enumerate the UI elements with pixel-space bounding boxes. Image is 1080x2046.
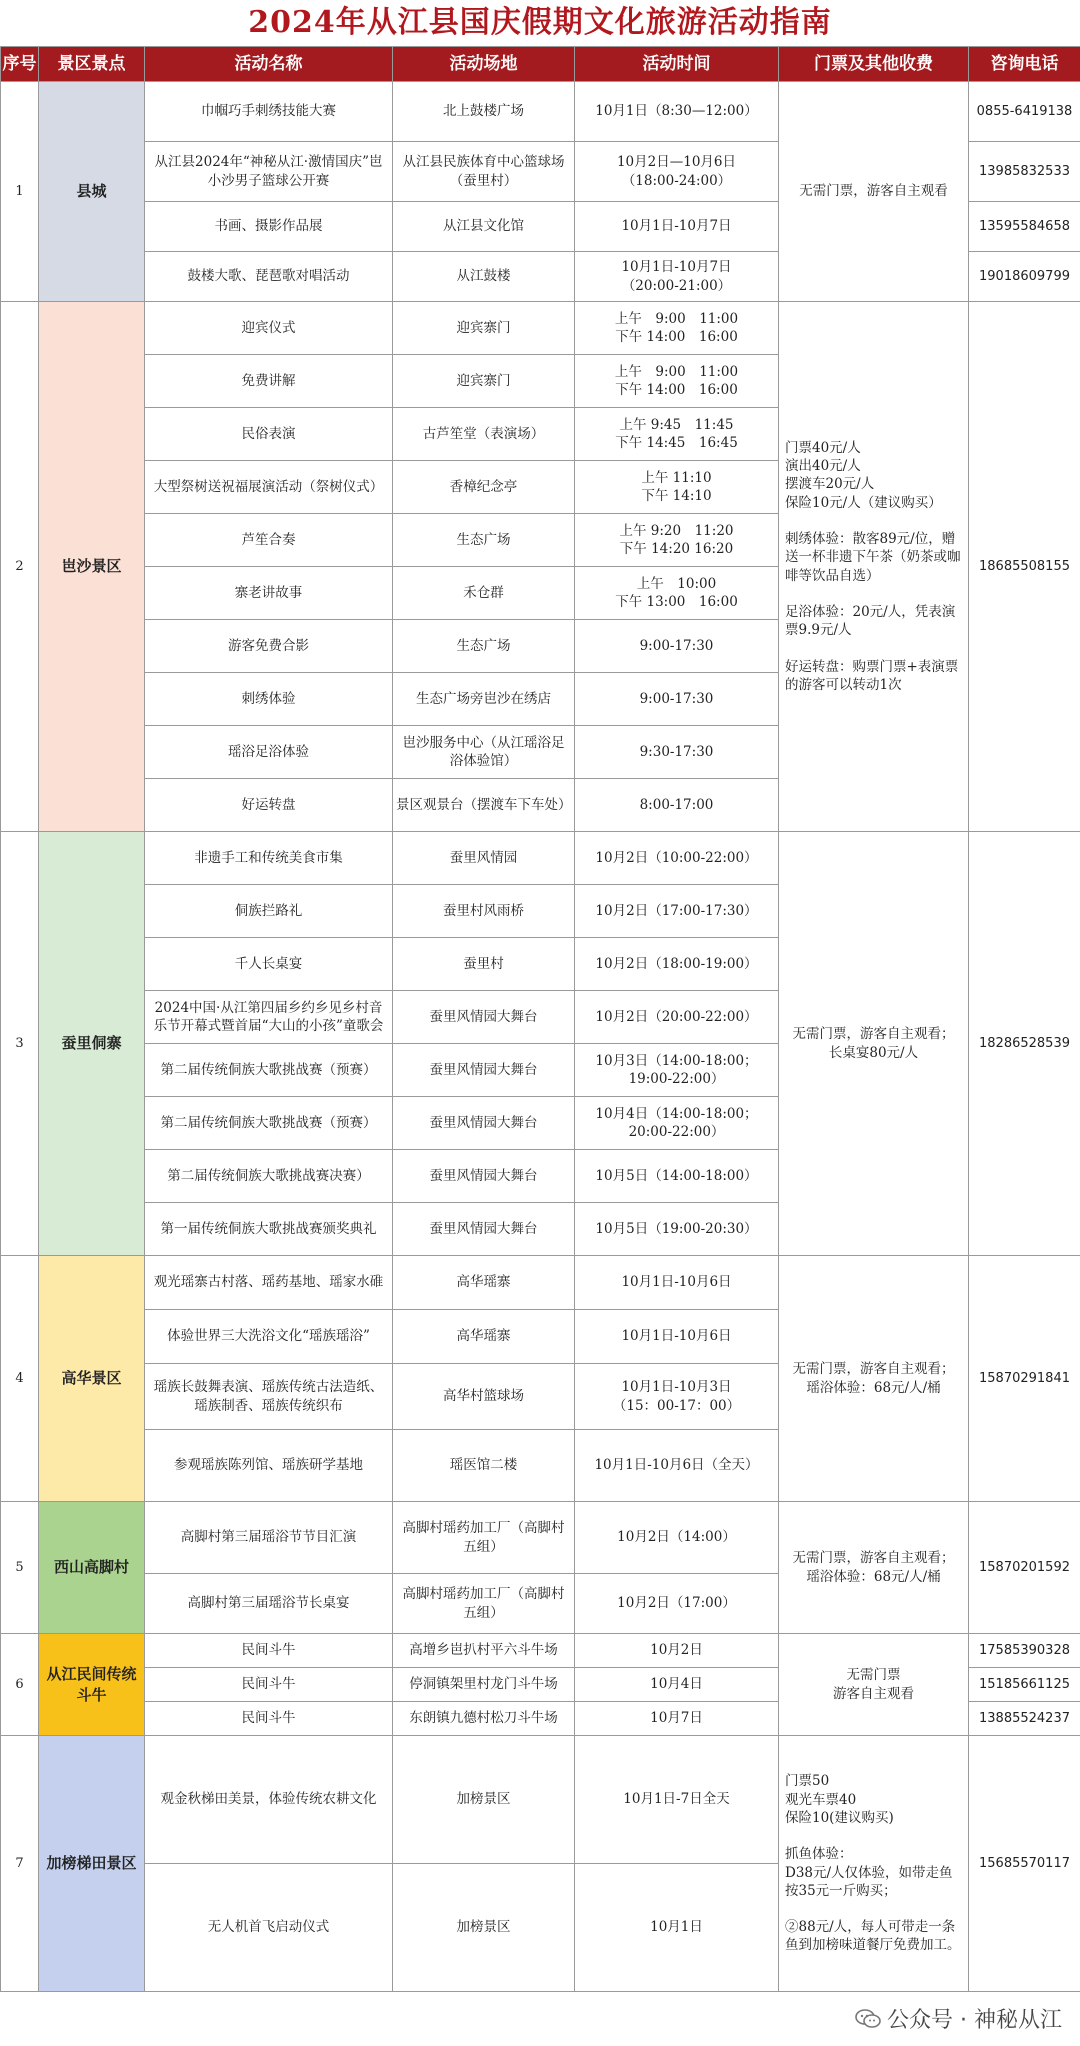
time-cell: 10月1日-10月7日: [575, 202, 779, 252]
activity-name-cell: 非遗手工和传统美食市集: [145, 832, 393, 885]
activity-name-cell: 大型祭树送祝福展演活动（祭树仪式）: [145, 461, 393, 514]
header-phone: 咨询电话: [969, 47, 1080, 82]
watermark: [855, 2003, 1062, 2034]
activity-name-cell: 民间斗牛: [145, 1634, 393, 1668]
area-cell: 岜沙景区: [39, 302, 145, 832]
venue-cell: 蚕里风情园: [393, 832, 575, 885]
time-cell: 10月2日（18:00-19:00）: [575, 938, 779, 991]
time-cell: 9:00-17:30: [575, 620, 779, 673]
phone-cell: 15870291841: [969, 1256, 1080, 1502]
time-cell: 10月4日（14:00-18:00； 20:00-22:00）: [575, 1097, 779, 1150]
activity-name-cell: 从江县2024年“神秘从江·激情国庆”岜小沙男子篮球公开赛: [145, 142, 393, 202]
venue-cell: 蚕里村: [393, 938, 575, 991]
seq-cell: 7: [1, 1736, 39, 1992]
phone-cell: 13595584658: [969, 202, 1080, 252]
seq-cell: 4: [1, 1256, 39, 1502]
activity-name-cell: 鼓楼大歌、琵琶歌对唱活动: [145, 252, 393, 302]
activity-name-cell: 好运转盘: [145, 779, 393, 832]
venue-cell: 从江县文化馆: [393, 202, 575, 252]
venue-cell: 加榜景区: [393, 1736, 575, 1864]
phone-cell: 13985832533: [969, 142, 1080, 202]
activity-name-cell: 高脚村第三届瑶浴节节目汇演: [145, 1502, 393, 1574]
seq-cell: 5: [1, 1502, 39, 1634]
venue-cell: 高脚村瑶药加工厂（高脚村五组）: [393, 1574, 575, 1634]
time-cell: 10月1日-10月7日 （20:00-21:00）: [575, 252, 779, 302]
venue-cell: 高华瑶寨: [393, 1310, 575, 1364]
table-row: [1, 302, 1080, 355]
table-row: [1, 1502, 1080, 1574]
phone-cell: 17585390328: [969, 1634, 1080, 1668]
venue-cell: 高脚村瑶药加工厂（高脚村五组）: [393, 1502, 575, 1574]
time-cell: 10月1日-7日全天: [575, 1736, 779, 1864]
time-cell: 10月2日（17:00-17:30）: [575, 885, 779, 938]
activity-name-cell: 2024中国·从江第四届乡约乡见乡村音乐节开幕式暨首届“大山的小孩”童歌会: [145, 991, 393, 1044]
time-cell: 10月1日-10月6日（全天）: [575, 1430, 779, 1502]
time-cell: 10月1日（8:30—12:00）: [575, 82, 779, 142]
time-cell: 10月3日（14:00-18:00； 19:00-22:00）: [575, 1044, 779, 1097]
table-row: [1, 1736, 1080, 1864]
phone-cell: 15185661125: [969, 1668, 1080, 1702]
activity-name-cell: 书画、摄影作品展: [145, 202, 393, 252]
area-cell: 蚕里侗寨: [39, 832, 145, 1256]
activity-name-cell: 民间斗牛: [145, 1668, 393, 1702]
activity-name-cell: 瑶族长鼓舞表演、瑶族传统古法造纸、瑶族制香、瑶族传统织布: [145, 1364, 393, 1430]
activity-name-cell: 巾帼巧手刺绣技能大赛: [145, 82, 393, 142]
header-seq: 序号: [1, 47, 39, 82]
area-cell: 加榜梯田景区: [39, 1736, 145, 1992]
activity-name-cell: 侗族拦路礼: [145, 885, 393, 938]
area-cell: 高华景区: [39, 1256, 145, 1502]
header-fee: 门票及其他收费: [779, 47, 969, 82]
seq-cell: 1: [1, 82, 39, 302]
fee-cell: 无需门票，游客自主观看: [779, 82, 969, 302]
time-cell: 10月2日—10月6日 （18:00-24:00）: [575, 142, 779, 202]
activity-name-cell: 瑶浴足浴体验: [145, 726, 393, 779]
venue-cell: 迎宾寨门: [393, 302, 575, 355]
table-row: [1, 832, 1080, 885]
venue-cell: 蚕里风情园大舞台: [393, 1203, 575, 1256]
fee-cell: 门票50 观光车票40 保险10(建议购买) 抓鱼体验： D38元/人仅体验，如带走鱼按35元一斤购买； ②88元/人，每人可带走一条鱼到加榜味道餐厅免费加工。: [779, 1736, 969, 1992]
time-cell: 10月1日-10月6日: [575, 1310, 779, 1364]
header-area: 景区景点: [39, 47, 145, 82]
venue-cell: 禾仓群: [393, 567, 575, 620]
venue-cell: 高增乡岜扒村平六斗牛场: [393, 1634, 575, 1668]
activity-name-cell: 民间斗牛: [145, 1702, 393, 1736]
table-row: [1, 1634, 1080, 1668]
activity-name-cell: 免费讲解: [145, 355, 393, 408]
time-cell: 10月2日（10:00-22:00）: [575, 832, 779, 885]
time-cell: 上午 9:00 11:00 下午 14:00 16:00: [575, 355, 779, 408]
activity-name-cell: 无人机首飞启动仪式: [145, 1864, 393, 1992]
time-cell: 上午 11:10 下午 14:10: [575, 461, 779, 514]
header-activity: 活动名称: [145, 47, 393, 82]
activity-name-cell: 迎宾仪式: [145, 302, 393, 355]
phone-cell: 13885524237: [969, 1702, 1080, 1736]
fee-cell: 无需门票，游客自主观看； 长桌宴80元/人: [779, 832, 969, 1256]
activity-name-cell: 寨老讲故事: [145, 567, 393, 620]
venue-cell: 从江鼓楼: [393, 252, 575, 302]
activity-name-cell: 刺绣体验: [145, 673, 393, 726]
page-title: 2024年从江县国庆假期文化旅游活动指南: [248, 5, 832, 40]
activity-name-cell: 高脚村第三届瑶浴节长桌宴: [145, 1574, 393, 1634]
venue-cell: 加榜景区: [393, 1864, 575, 1992]
table-row: [1, 1256, 1080, 1310]
area-cell: 县城: [39, 82, 145, 302]
venue-cell: 蚕里村风雨桥: [393, 885, 575, 938]
time-cell: 8:00-17:00: [575, 779, 779, 832]
activity-name-cell: 第二届传统侗族大歌挑战赛（预赛）: [145, 1044, 393, 1097]
time-cell: 10月5日（14:00-18:00）: [575, 1150, 779, 1203]
activity-name-cell: 芦笙合奏: [145, 514, 393, 567]
activity-name-cell: 参观瑶族陈列馆、瑶族研学基地: [145, 1430, 393, 1502]
venue-cell: 蚕里风情园大舞台: [393, 1044, 575, 1097]
table-row: [1, 82, 1080, 142]
phone-cell: 18286528539: [969, 832, 1080, 1256]
phone-cell: 15870201592: [969, 1502, 1080, 1634]
venue-cell: 景区观景台（摆渡车下车处）: [393, 779, 575, 832]
activity-name-cell: 千人长桌宴: [145, 938, 393, 991]
time-cell: 上午 9:45 11:45 下午 14:45 16:45: [575, 408, 779, 461]
activity-name-cell: 第二届传统侗族大歌挑战赛（预赛）: [145, 1097, 393, 1150]
fee-cell: 门票40元/人 演出40元/人 摆渡车20元/人 保险10元/人（建议购买） 刺绣体验：散客89元/位，赠送一杯非遗下午茶（奶茶或咖啡等饮品自选） 足浴体验：20元/人，凭表演票9.9元/人 好运转盘：购票门票+表演票的游客可以转动1次: [779, 302, 969, 832]
time-cell: 10月4日: [575, 1668, 779, 1702]
phone-cell: 0855-6419138: [969, 82, 1080, 142]
fee-cell: 无需门票 游客自主观看: [779, 1634, 969, 1736]
time-cell: 10月7日: [575, 1702, 779, 1736]
phone-cell: 15685570117: [969, 1736, 1080, 1992]
activity-name-cell: 民俗表演: [145, 408, 393, 461]
venue-cell: 北上鼓楼广场: [393, 82, 575, 142]
header-time: 活动时间: [575, 47, 779, 82]
activity-name-cell: 体验世界三大洗浴文化“瑶族瑶浴”: [145, 1310, 393, 1364]
time-cell: 上午 9:00 11:00 下午 14:00 16:00: [575, 302, 779, 355]
time-cell: 9:30-17:30: [575, 726, 779, 779]
venue-cell: 东朗镇九德村松刀斗牛场: [393, 1702, 575, 1736]
header-row: [1, 47, 1080, 82]
venue-cell: 生态广场: [393, 620, 575, 673]
venue-cell: 瑶医馆二楼: [393, 1430, 575, 1502]
time-cell: 10月2日（20:00-22:00）: [575, 991, 779, 1044]
time-cell: 10月2日（17:00）: [575, 1574, 779, 1634]
time-cell: 上午 10:00 下午 13:00 16:00: [575, 567, 779, 620]
phone-cell: 19018609799: [969, 252, 1080, 302]
venue-cell: 停洞镇架里村龙门斗牛场: [393, 1668, 575, 1702]
activity-name-cell: 第二届传统侗族大歌挑战赛决赛）: [145, 1150, 393, 1203]
time-cell: 9:00-17:30: [575, 673, 779, 726]
venue-cell: 高华村篮球场: [393, 1364, 575, 1430]
venue-cell: 生态广场旁岜沙在绣店: [393, 673, 575, 726]
venue-cell: 古芦笙堂（表演场）: [393, 408, 575, 461]
time-cell: 上午 9:20 11:20 下午 14:20 16:20: [575, 514, 779, 567]
time-cell: 10月2日（14:00）: [575, 1502, 779, 1574]
time-cell: 10月1日: [575, 1864, 779, 1992]
header-venue: 活动场地: [393, 47, 575, 82]
time-cell: 10月5日（19:00-20:30）: [575, 1203, 779, 1256]
venue-cell: 高华瑶寨: [393, 1256, 575, 1310]
fee-cell: 无需门票，游客自主观看； 瑶浴体验：68元/人/桶: [779, 1502, 969, 1634]
venue-cell: 香樟纪念亭: [393, 461, 575, 514]
phone-cell: 18685508155: [969, 302, 1080, 832]
area-cell: 从江民间传统斗牛: [39, 1634, 145, 1736]
venue-cell: 蚕里风情园大舞台: [393, 1097, 575, 1150]
seq-cell: 3: [1, 832, 39, 1256]
venue-cell: 生态广场: [393, 514, 575, 567]
venue-cell: 从江县民族体育中心篮球场（蚕里村）: [393, 142, 575, 202]
time-cell: 10月2日: [575, 1634, 779, 1668]
venue-cell: 迎宾寨门: [393, 355, 575, 408]
venue-cell: 岜沙服务中心（从江瑶浴足浴体验馆）: [393, 726, 575, 779]
time-cell: 10月1日-10月6日: [575, 1256, 779, 1310]
seq-cell: 2: [1, 302, 39, 832]
wechat-icon: [855, 2009, 881, 2029]
activity-table: [0, 46, 1080, 1992]
watermark-text: 公众号 · 神秘从江: [887, 2008, 1062, 2033]
activity-name-cell: 观金秋梯田美景，体验传统农耕文化: [145, 1736, 393, 1864]
venue-cell: 蚕里风情园大舞台: [393, 991, 575, 1044]
area-cell: 西山高脚村: [39, 1502, 145, 1634]
activity-name-cell: 游客免费合影: [145, 620, 393, 673]
fee-cell: 无需门票，游客自主观看； 瑶浴体验：68元/人/桶: [779, 1256, 969, 1502]
activity-name-cell: 第一届传统侗族大歌挑战赛颁奖典礼: [145, 1203, 393, 1256]
seq-cell: 6: [1, 1634, 39, 1736]
table-body: [1, 82, 1080, 1992]
venue-cell: 蚕里风情园大舞台: [393, 1150, 575, 1203]
activity-name-cell: 观光瑶寨古村落、瑶药基地、瑶家水碓: [145, 1256, 393, 1310]
time-cell: 10月1日-10月3日 （15：00-17：00）: [575, 1364, 779, 1430]
